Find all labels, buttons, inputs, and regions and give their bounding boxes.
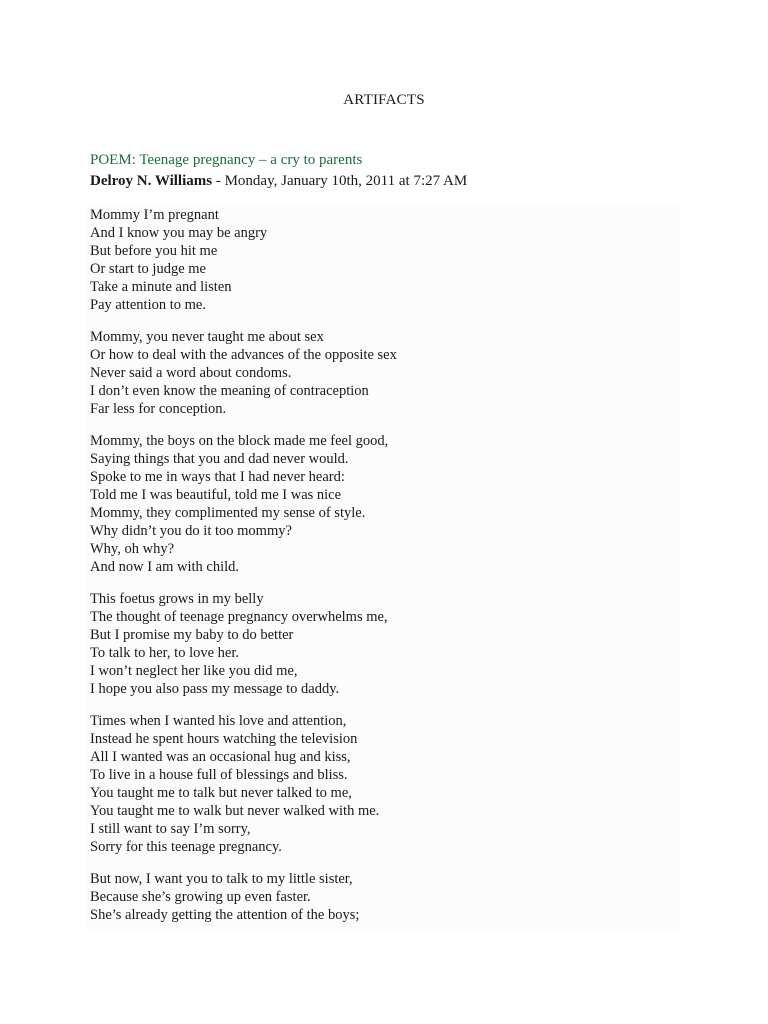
stanza xyxy=(90,870,680,924)
poem-line: Mommy, they complimented my sense of style. xyxy=(90,505,366,521)
poem-line: I won’t neglect her like you did me, xyxy=(90,663,298,679)
poem-line: Saying things that you and dad never would. xyxy=(90,451,349,467)
page-title: ARTIFACTS xyxy=(343,92,425,108)
byline xyxy=(90,173,467,190)
poem-line: Far less for conception. xyxy=(90,401,227,417)
poem-line: She’s already getting the attention of the boys; xyxy=(90,907,360,923)
poem-line: Or how to deal with the advances of the opposite sex xyxy=(90,347,397,363)
stanza xyxy=(90,432,680,576)
poem-line: But now, I want you to talk to my little sister, xyxy=(90,871,353,887)
poem-line: I don’t even know the meaning of contraception xyxy=(90,383,369,399)
poem-line: All I wanted was an occasional hug and kiss, xyxy=(90,749,351,765)
poem-line: But I promise my baby to do better xyxy=(90,627,294,643)
poem-line: I hope you also pass my message to daddy. xyxy=(90,681,340,697)
stanza xyxy=(90,328,680,418)
poem-line: Mommy, the boys on the block made me feel good, xyxy=(90,433,389,449)
poem-line: But before you hit me xyxy=(90,243,218,259)
poem-body xyxy=(86,204,680,930)
poem-line: Instead he spent hours watching the television xyxy=(90,731,358,747)
poem-line: This foetus grows in my belly xyxy=(90,591,264,607)
poem-line: Never said a word about condoms. xyxy=(90,365,292,381)
author-name: Delroy N. Williams xyxy=(90,173,213,189)
poem-line: I still want to say I’m sorry, xyxy=(90,821,251,837)
poem-line: The thought of teenage pregnancy overwhelms me, xyxy=(90,609,388,625)
poem-line: Or start to judge me xyxy=(90,261,206,277)
stanza xyxy=(90,590,680,698)
byline-date: - Monday, January 10th, 2011 at 7:27 AM xyxy=(212,173,468,189)
poem-line: You taught me to walk but never walked with me. xyxy=(90,803,380,819)
stanza xyxy=(90,712,680,856)
poem-line: Sorry for this teenage pregnancy. xyxy=(90,839,282,855)
poem-line: Take a minute and listen xyxy=(90,279,232,295)
poem-line: Why, oh why? xyxy=(90,541,175,557)
poem-line: To live in a house full of blessings and bliss. xyxy=(90,767,348,783)
poem-line: Pay attention to me. xyxy=(90,297,206,313)
poem-line: Told me I was beautiful, told me I was nice xyxy=(90,487,342,503)
poem-line: And now I am with child. xyxy=(90,559,240,575)
poem-line: Because she’s growing up even faster. xyxy=(90,889,311,905)
stanza xyxy=(90,206,680,314)
poem-line: And I know you may be angry xyxy=(90,225,268,241)
poem-heading: POEM: Teenage pregnancy – a cry to parents xyxy=(90,152,363,168)
poem-line: Why didn’t you do it too mommy? xyxy=(90,523,292,539)
poem-line: You taught me to talk but never talked to me, xyxy=(90,785,352,801)
poem-line: Spoke to me in ways that I had never heard: xyxy=(90,469,345,485)
poem-line: Mommy, you never taught me about sex xyxy=(90,329,324,345)
poem-line: Mommy I’m pregnant xyxy=(90,207,219,223)
poem-line: Times when I wanted his love and attention, xyxy=(90,713,347,729)
poem-line: To talk to her, to love her. xyxy=(90,645,240,661)
